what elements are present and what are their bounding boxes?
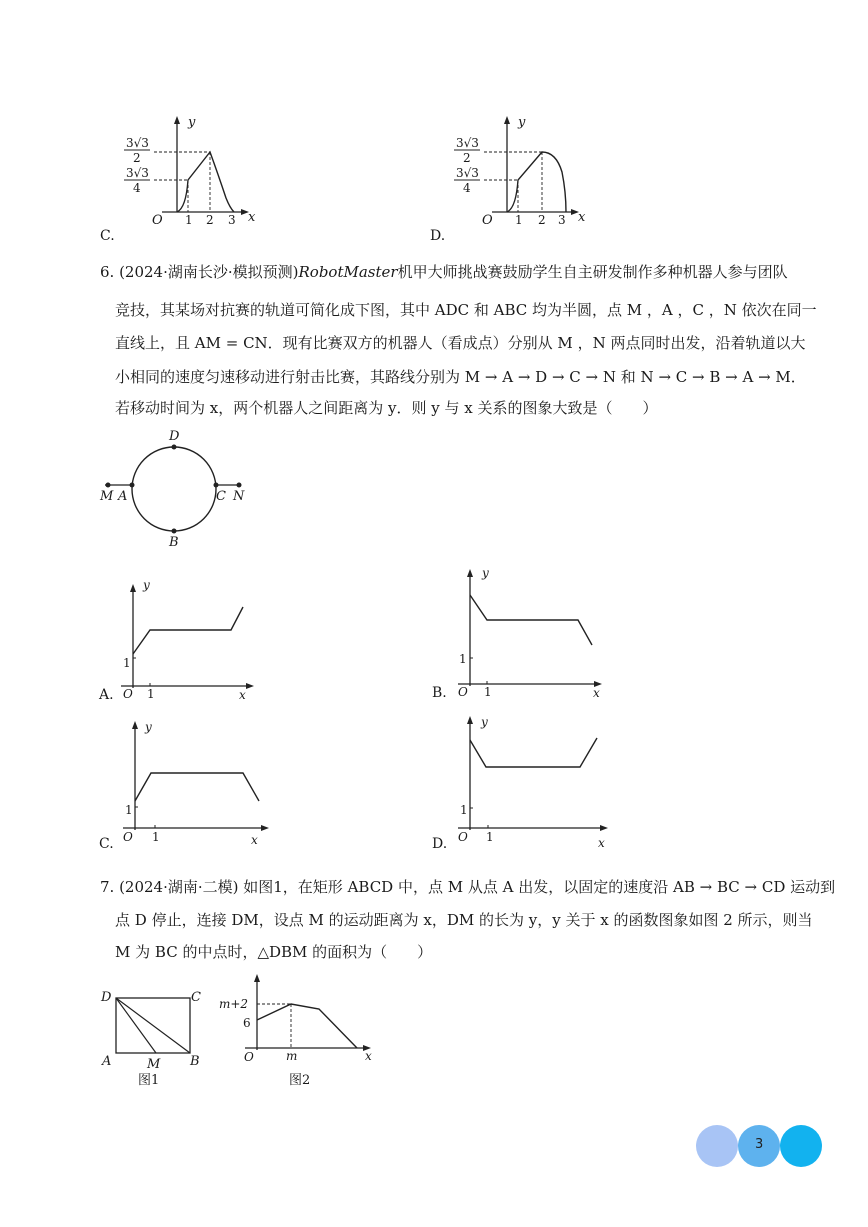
point-a-label: A — [118, 489, 128, 504]
y-tick-1: 1 — [123, 656, 131, 670]
page-number-badge — [695, 1124, 823, 1168]
q6-option-c — [95, 715, 275, 855]
origin-label: O — [123, 687, 133, 701]
x-axis-label: x — [239, 688, 246, 702]
origin-label: O — [482, 213, 493, 228]
x-tick-1: 1 — [486, 830, 494, 844]
q6-option-a — [95, 570, 265, 705]
origin-label: O — [458, 830, 468, 844]
x-tick-1: 1 — [152, 830, 160, 844]
q7-line-2: 点 D 停止，连接 DM，设点 M 的运动距离为 x，DM 的长为 y，y 关于 x 的函数图象如图 2 所示，则当 — [115, 911, 813, 929]
origin-label: O — [458, 685, 468, 699]
page-number: 3 — [755, 1137, 764, 1152]
fig1-m-label: M — [147, 1057, 161, 1072]
x-axis-label: x — [248, 210, 256, 225]
x-axis-label: x — [598, 836, 605, 850]
fig1-b-label: B — [190, 1054, 200, 1069]
x-tick-2: 2 — [206, 213, 214, 227]
y-label-den-2: 4 — [463, 181, 471, 195]
q6-line-2: 竞技，其某场对抗赛的轨道可简化成下图，其中 ADC 和 ABC 均为半圆，点 M ，A ，C ，N 依次在同一 — [115, 301, 817, 319]
point-b-label: B — [169, 535, 179, 550]
q6-line-3: 直线上，且 AM = CN．现有比赛双方的机器人（看成点）分别从 M ，N 两点同时出发，沿着轨道以大 — [115, 334, 806, 352]
y-label-den-1: 2 — [133, 151, 141, 165]
x-tick-3: 3 — [228, 213, 236, 227]
q6-line-5: 若移动时间为 x，两个机器人之间距离为 y．则 y 与 x 关系的图象大致是（ ） — [115, 399, 658, 417]
fig2-m2-label: m+2 — [219, 997, 249, 1011]
q6-line1-rest: 机甲大师挑战赛鼓励学生自主研发制作多种机器人参与团队 — [397, 263, 788, 281]
fig1-c-label: C — [191, 990, 201, 1005]
q6-option-b — [430, 565, 610, 705]
x-tick-1: 1 — [185, 213, 193, 227]
x-tick-1: 1 — [147, 687, 155, 701]
badge-circle-right — [780, 1125, 822, 1167]
fig2-origin: O — [244, 1050, 254, 1064]
x-axis-label: x — [593, 686, 600, 700]
option-d-label: D. — [430, 228, 446, 244]
fig1-d-label: D — [101, 990, 112, 1005]
y-axis-label: y — [518, 115, 526, 130]
option-d-label: D. — [432, 836, 448, 852]
y-tick-1: 1 — [459, 652, 467, 666]
point-n-label: N — [233, 489, 245, 504]
track-diagram — [95, 422, 265, 552]
fig2-six-label: 6 — [243, 1016, 251, 1030]
q6-source: 6. (2024·湖南长沙·模拟预测) — [100, 263, 299, 281]
option-b-label: B. — [432, 685, 447, 701]
origin-label: O — [123, 830, 133, 844]
q6-line-4: 小相同的速度匀速移动进行射击比赛，其路线分别为 M → A → D → C → N 和 N → C → B → A → M． — [115, 368, 806, 386]
badge-circle-left — [696, 1125, 738, 1167]
y-label-num-2: 3√3 — [126, 166, 149, 180]
q7-figure-1 — [98, 985, 213, 1090]
q6-option-d — [430, 710, 610, 855]
point-d-label: D — [169, 429, 180, 444]
fig1-caption: 图1 — [138, 1073, 160, 1088]
q6-robotmaster: RobotMaster — [298, 263, 398, 281]
option-c-graph — [100, 112, 270, 244]
y-label-den-1: 2 — [463, 151, 471, 165]
x-axis-label: x — [251, 833, 258, 847]
fig2-x-label: x — [365, 1049, 372, 1063]
x-axis-label: x — [578, 210, 586, 225]
point-m-label: M — [100, 489, 114, 504]
q6-line-1 — [100, 262, 788, 282]
y-axis-label: y — [188, 115, 196, 130]
fig2-m-label: m — [286, 1049, 298, 1063]
y-label-num-1: 3√3 — [126, 136, 149, 150]
origin-label: O — [152, 213, 163, 228]
fig2-caption: 图2 — [289, 1073, 311, 1088]
y-tick-1: 1 — [125, 803, 133, 817]
y-axis-label: y — [481, 715, 488, 729]
x-tick-1: 1 — [484, 685, 492, 699]
y-label-den-2: 4 — [133, 181, 141, 195]
q7-line-1: 7. (2024·湖南·二模) 如图1，在矩形 ABCD 中，点 M 从点 A 出发，以固定的速度沿 AB → BC → CD 运动到 — [100, 878, 836, 896]
y-tick-1: 1 — [460, 803, 468, 817]
y-label-num-1: 3√3 — [456, 136, 479, 150]
x-tick-1: 1 — [515, 213, 523, 227]
option-c-label: C. — [99, 836, 114, 852]
option-c-label: C. — [100, 228, 115, 244]
x-tick-2: 2 — [538, 213, 546, 227]
y-axis-label: y — [145, 720, 152, 734]
y-label-num-2: 3√3 — [456, 166, 479, 180]
q7-line-3: M 为 BC 的中点时，△DBM 的面积为（ ） — [115, 943, 433, 961]
point-c-label: C — [216, 489, 226, 504]
y-axis-label: y — [143, 578, 150, 592]
q7-figure-2 — [215, 968, 380, 1090]
x-tick-3: 3 — [558, 213, 566, 227]
fig1-a-label: A — [102, 1054, 112, 1069]
option-d-graph — [430, 112, 600, 244]
y-axis-label: y — [482, 566, 489, 580]
option-a-label: A. — [99, 687, 114, 703]
